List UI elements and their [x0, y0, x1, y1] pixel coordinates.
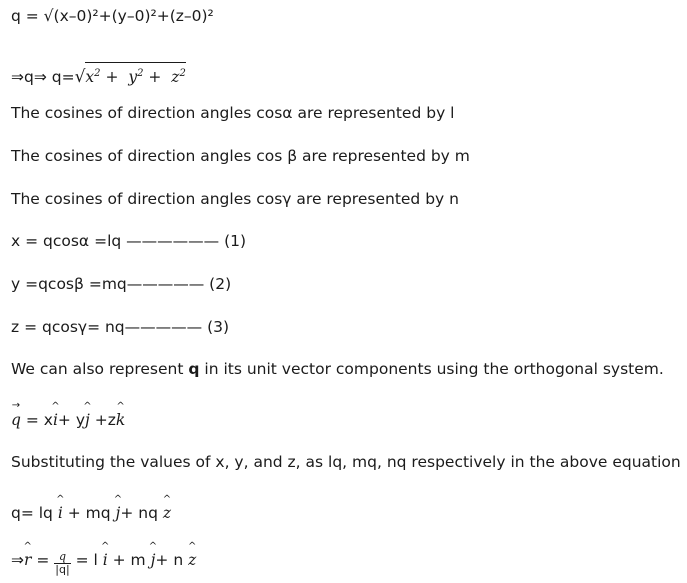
unit-j: ^ j: [116, 503, 121, 523]
radicand: [85, 62, 185, 87]
plus-sign: +: [148, 68, 162, 86]
equation-part: + mq: [62, 504, 116, 522]
paragraph-text: Substituting the values of x, y, and z, as lq, mq, nq respectively in the above equation: [11, 453, 681, 471]
equation-3: [11, 317, 229, 337]
equation-2: [11, 274, 231, 294]
paragraph-text: in its unit vector components using the orthogonal system.: [199, 360, 664, 378]
equation-part: + nq: [120, 504, 163, 522]
equation-part: q= lq: [11, 504, 58, 522]
paragraph-cos-alpha: [11, 103, 454, 123]
fraction-denominator: |q|: [55, 563, 70, 576]
exponent-y: 2: [137, 68, 144, 79]
unit-k: ^ k: [116, 410, 125, 430]
exponent-x: 2: [94, 68, 101, 79]
equation-text: y =qcosβ =mq————— (2): [11, 275, 232, 293]
equation-vector-q: [11, 410, 125, 430]
radical-sign: √: [74, 67, 86, 87]
square-root: [75, 62, 186, 87]
implies-prefix: ⇒q⇒ q=: [11, 68, 75, 86]
equation-magnitude-sqrt: [11, 62, 186, 87]
unit-r: ^ r: [24, 550, 31, 570]
paragraph-cos-gamma: [11, 189, 459, 209]
equation-part: =: [31, 551, 55, 569]
equation-magnitude-text: q = √(x–0)²+(y–0)²+(z–0)²: [11, 7, 214, 25]
unit-z: ^ z: [163, 503, 171, 523]
unit-i: ^ i: [58, 503, 63, 523]
term-x: x: [85, 68, 95, 86]
unit-j: ^ j: [85, 410, 90, 430]
implies-arrow: ⇒: [11, 551, 24, 569]
equation-text: z = qcosγ= nq————— (3): [11, 318, 230, 336]
equation-part: +z: [89, 411, 116, 429]
paragraph-unit-vector: [11, 359, 664, 379]
equation-part: = l: [70, 551, 103, 569]
equation-part: + n: [155, 551, 189, 569]
equation-unit-r: [11, 550, 196, 576]
unit-i: ^ i: [53, 410, 58, 430]
equation-1: [11, 231, 246, 251]
paragraph-text: The cosines of direction angles cosα are represented by l: [11, 104, 455, 122]
paragraph-substitution: [11, 452, 681, 472]
equation-part: + m: [107, 551, 151, 569]
equation-magnitude: [11, 6, 214, 26]
term-y: y: [128, 68, 138, 86]
equation-text: x = qcosα =lq —————— (1): [11, 232, 247, 250]
equation-part: + y: [57, 411, 86, 429]
unit-i: ^ i: [103, 550, 108, 570]
vector-q: → q: [11, 410, 21, 430]
unit-j: ^ j: [151, 550, 156, 570]
fraction-numerator: q: [54, 551, 70, 564]
paragraph-cos-beta: [11, 146, 470, 166]
term-z: z: [171, 68, 180, 86]
paragraph-text: The cosines of direction angles cosγ are represented by n: [11, 190, 459, 208]
exponent-z: 2: [179, 68, 186, 79]
paragraph-text: We can also represent: [11, 360, 189, 378]
fraction: [54, 551, 70, 576]
paragraph-text: The cosines of direction angles cos β are represented by m: [11, 147, 470, 165]
bold-q: q: [188, 360, 200, 378]
unit-z: ^ z: [188, 550, 196, 570]
equation-part: = x: [20, 411, 53, 429]
equation-q-components: [11, 503, 171, 523]
plus-sign: +: [105, 68, 119, 86]
